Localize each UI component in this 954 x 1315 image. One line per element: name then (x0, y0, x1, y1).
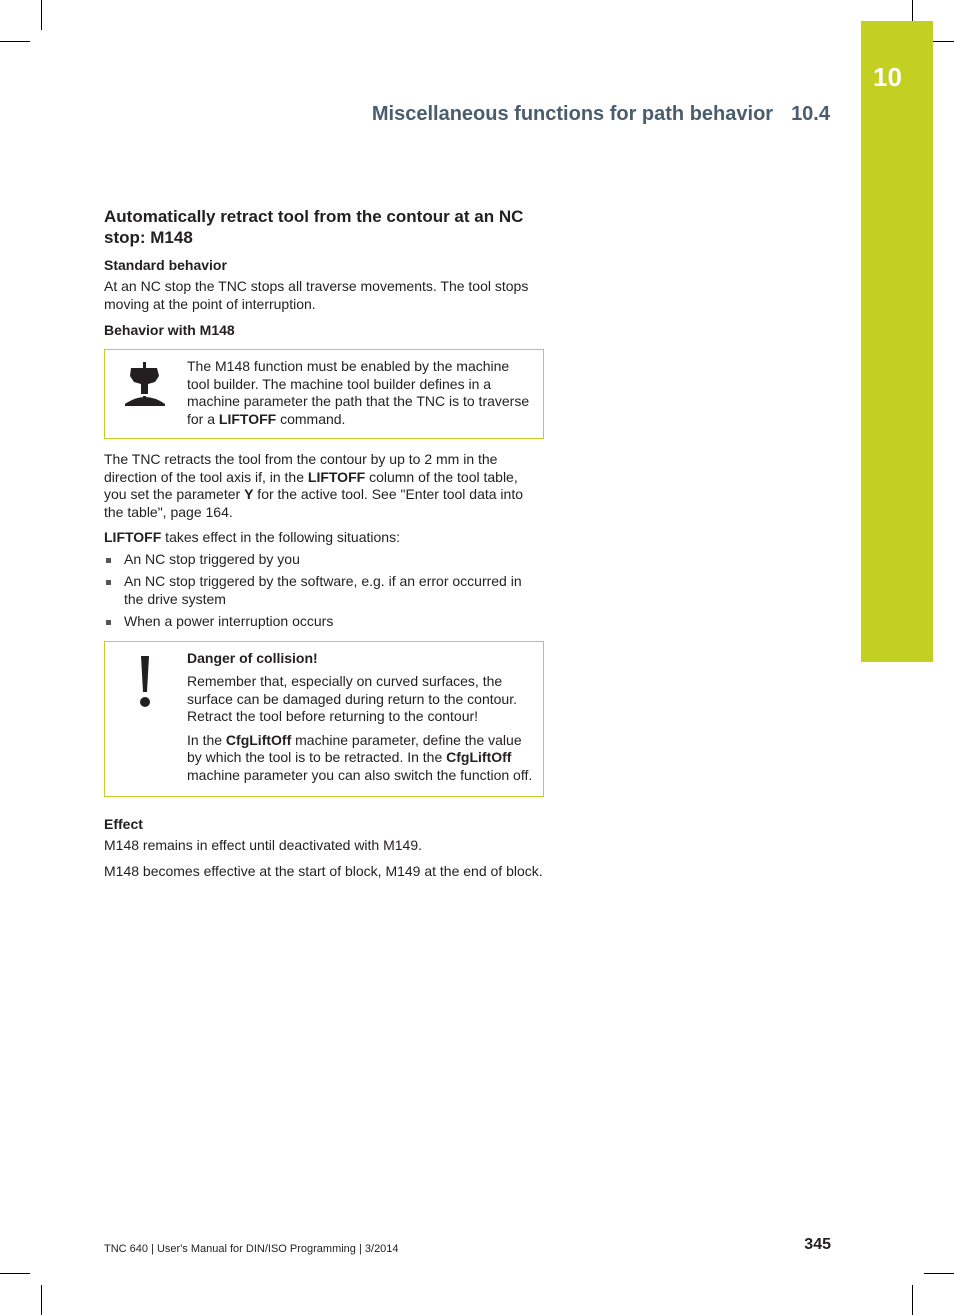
main-content (104, 206, 544, 888)
machine-note-text: The M148 function must be enabled by the machine tool builder. The machine tool builder defines in a machine parameter the path that the TNC is to traverse for a LIFTOFF command. (187, 358, 530, 427)
footer-text: TNC 640 | User's Manual for DIN/ISO Programming | 3/2014 (104, 1243, 399, 1255)
danger-note-box (104, 641, 544, 798)
crop-mark (41, 1285, 42, 1315)
danger-text: Remember that, especially on curved surfaces, the surface can be damaged during return to the contour. Retract the tool before returning to the contour! (187, 673, 517, 724)
crop-mark (0, 1273, 30, 1274)
standard-behavior-text: At an NC stop the TNC stops all traverse movements. The tool stops moving at the point of interruption. (104, 278, 529, 312)
crop-mark (41, 0, 42, 30)
machine-note-box (104, 349, 544, 439)
page-number: 345 (804, 1236, 831, 1253)
danger-title: Danger of collision! (187, 649, 318, 666)
effect-heading: Effect (104, 816, 143, 832)
effect-text-2: M148 becomes effective at the start of block, M149 at the end of block. (104, 862, 543, 879)
retract-description: The TNC retracts the tool from the contour by up to 2 mm in the direction of the tool axis if, in the LIFTOFF column of the tool table, you set the parameter Y for the active tool. See "Enter tool data into the table", page 164. (104, 451, 523, 520)
liftoff-situations-intro: LIFTOFF takes effect in the following situations: (104, 529, 400, 545)
running-head-title: Miscellaneous functions for path behavior (371, 103, 774, 125)
exclamation-icon (117, 652, 173, 708)
list-item: When a power interruption occurs (104, 613, 544, 631)
chapter-tab (861, 21, 933, 662)
machine-tool-icon (117, 360, 173, 416)
situations-list (104, 551, 544, 631)
chapter-number: 10 (873, 62, 902, 92)
behavior-m148-heading: Behavior with M148 (104, 322, 235, 338)
crop-mark (0, 41, 30, 42)
section-title: Automatically retract tool from the contour at an NC stop: M148 (104, 207, 524, 247)
cfgliftoff-text: In the CfgLiftOff machine parameter, define the value by which the tool is to be retracted. In the CfgLiftOff machine parameter you can also switch the function off. (187, 731, 533, 783)
effect-text-1: M148 remains in effect until deactivated with M149. (104, 837, 423, 853)
list-item: An NC stop triggered by you (104, 551, 544, 569)
running-head-section: 10.4 (791, 103, 830, 125)
crop-mark (912, 1285, 913, 1315)
running-head (372, 103, 830, 126)
list-item: An NC stop triggered by the software, e.g. if an error occurred in the drive system (104, 573, 544, 608)
crop-mark (924, 1273, 954, 1274)
standard-behavior-heading: Standard behavior (104, 257, 227, 273)
